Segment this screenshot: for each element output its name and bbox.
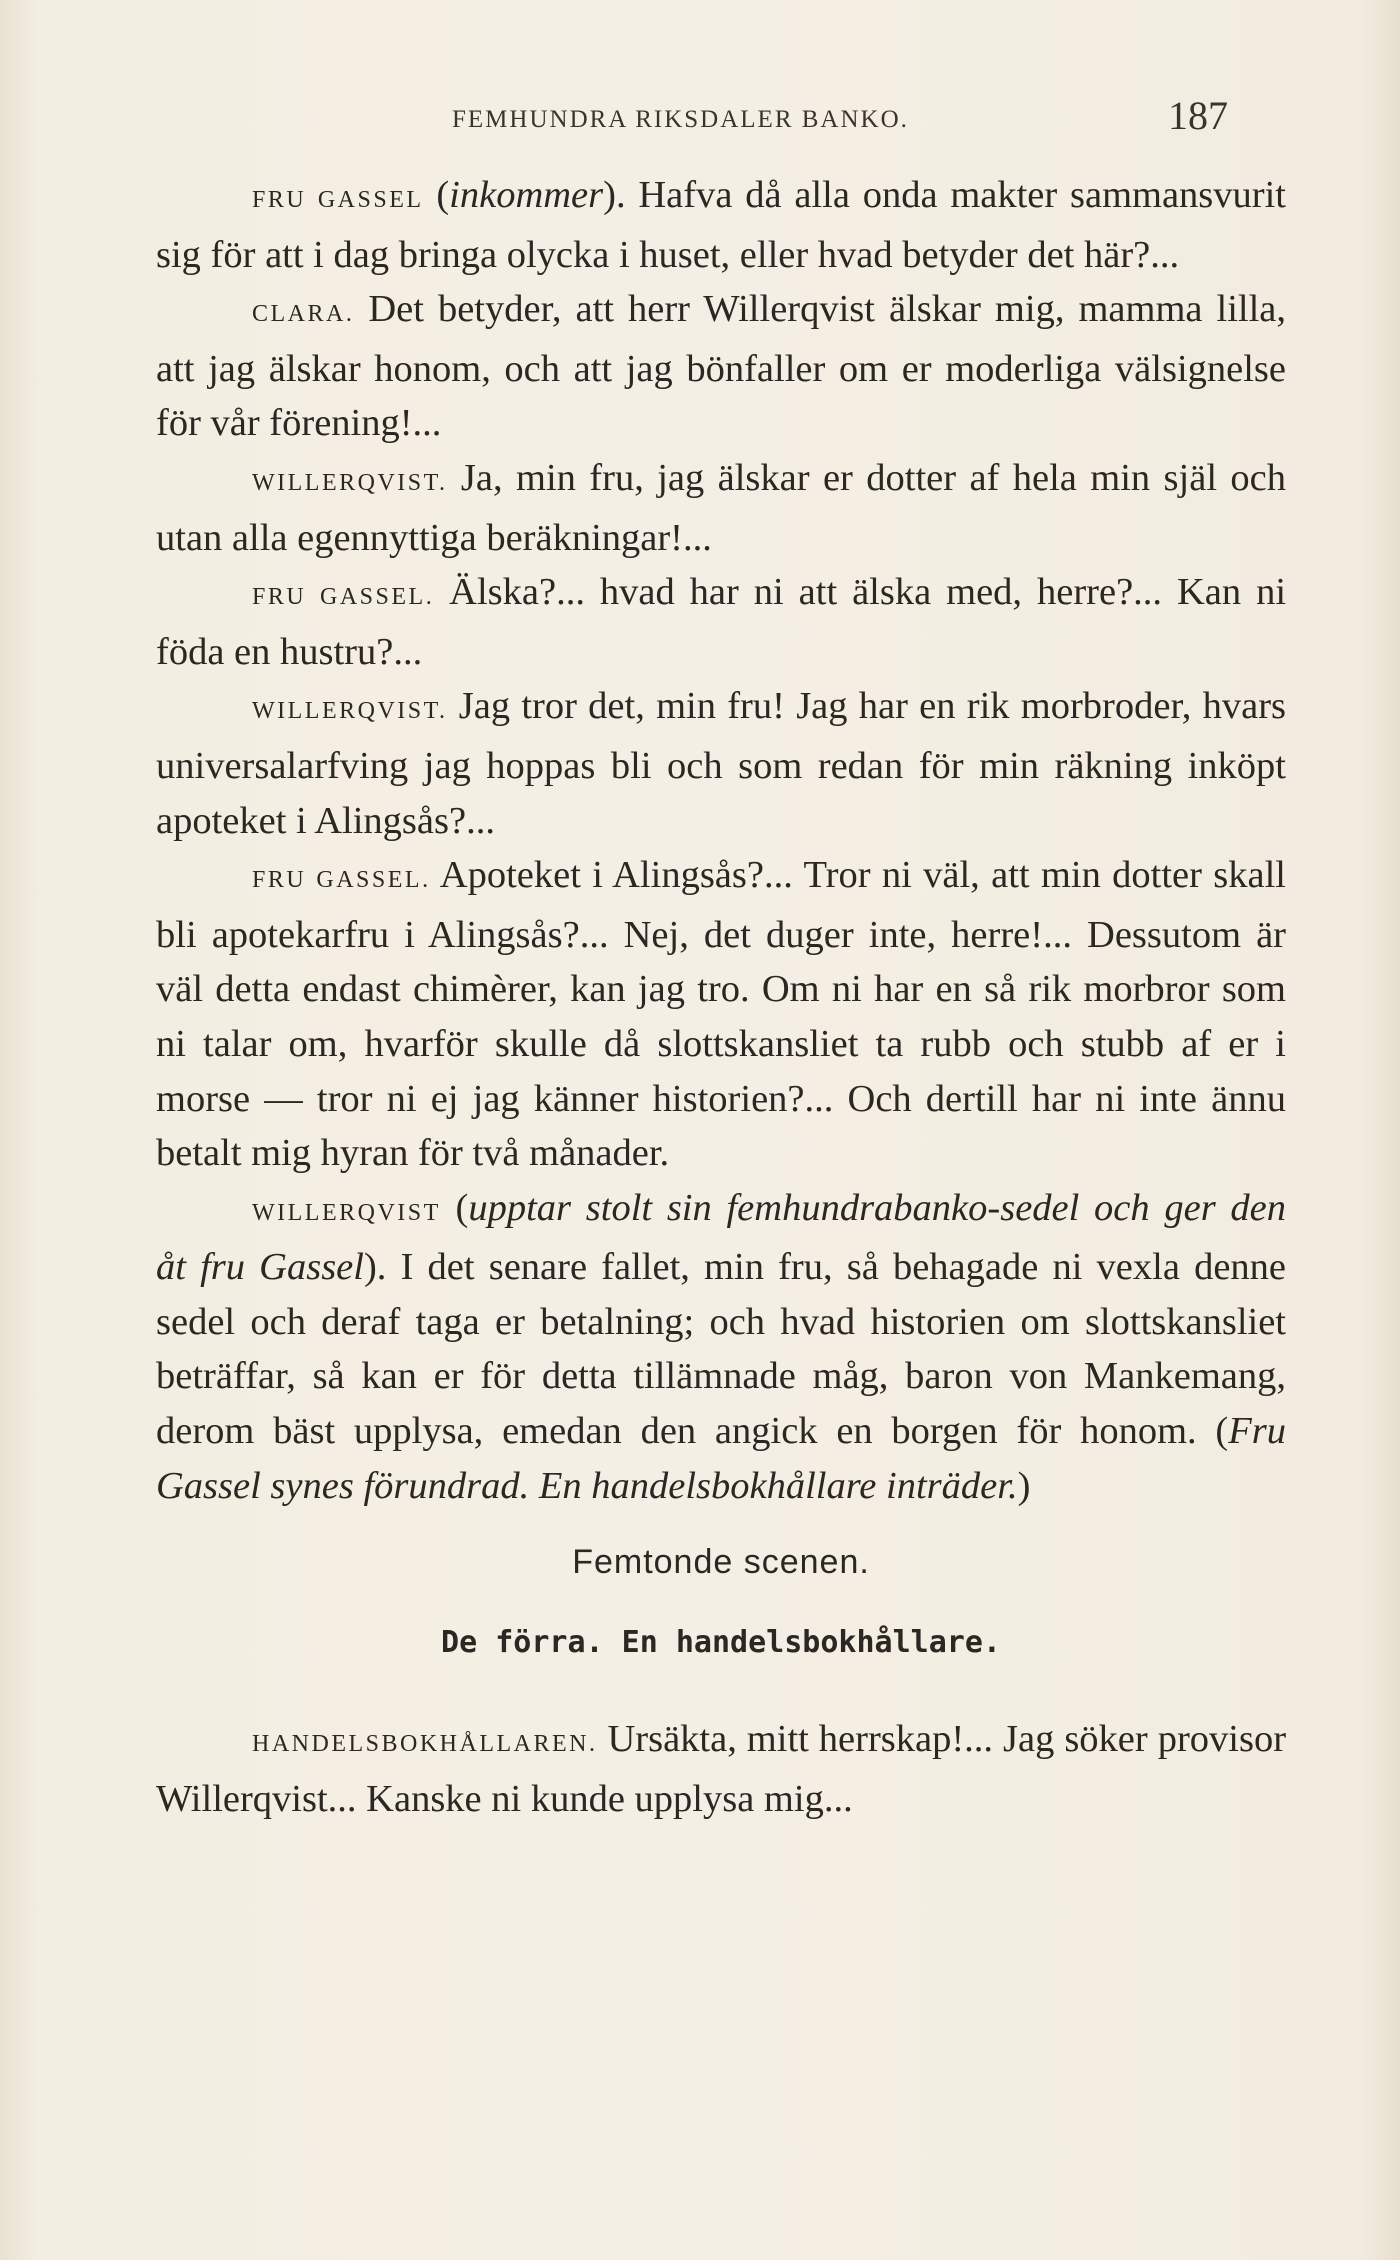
dialogue-paragraph (156, 282, 1286, 451)
dialogue-paragraph (156, 565, 1286, 679)
dialogue-paragraph (156, 848, 1286, 1181)
stage-direction: upptar stolt sin femhundrabanko-sedel och ger den åt fru Gassel (156, 1186, 1287, 1289)
dialogue-paragraph (156, 679, 1286, 848)
page-text (156, 168, 1286, 1827)
stage-direction: Fru Gassel synes förundrad. En handelsbokhållare inträder. (156, 1410, 1286, 1507)
dialogue-text: Hafva då alla onda makter sammansvurit sig för att i dag bringa olycka i huset, eller hvad betyder det här?... (156, 174, 1287, 276)
dialogue-text: Apoteket i Alingsås?... Tror ni väl, att min dotter skall bli apotekarfru i Alingsås?... Nej, det duger inte, herre!... Dessutom är väl detta endast chimèrer, kan jag tro. Om ni har en så rik morbror som ni talar om, hvarför skulle då slottskansliet ta rubb och stubb af er i morse — tror ni ej jag känner historien?... Och dertill har ni inte ännu betalt mig hyran för två månader. (156, 854, 1286, 1175)
dialogue-paragraph (156, 1712, 1286, 1826)
dialogue-text: Ursäkta, mitt herrskap!... Jag söker provisor Willerqvist... Kanske ni kunde upplysa mig... (156, 1718, 1287, 1821)
cast-line: De förra. En handelsbokhållare. (441, 1624, 1001, 1660)
speaker-name: FRU GASSEL. (252, 584, 435, 611)
stage-direction: inkommer (449, 174, 604, 216)
speaker-name: WILLERQVIST. (252, 698, 448, 725)
running-title: FEMHUNDRA RIKSDALER BANKO. (452, 106, 909, 133)
dialogue-text: Älska?... hvad har ni att älska med, herre?... Kan ni föda en hustru?... (156, 571, 1287, 673)
speaker-name: FRU GASSEL. (252, 867, 431, 894)
dialogue-paragraph: WILLERQVIST (upptar stolt sin femhundrabanko-sedel och ger den åt fru Gassel). I det senare fallet, min fru, så behagade ni vexla denne sedel och deraf taga er betalning; och hvad historien om slottskansliet beträffar, så kan er för detta tillämnade måg, baron von Mankemang, derom bäst upplysa, emedan den angick en borgen för honom. (Fru Gassel synes förundrad. En handelsbokhållare inträder.) (156, 1186, 1287, 1507)
speaker-name: WILLERQVIST. (252, 469, 448, 496)
dialogue-paragraph: FRU GASSEL (inkommer). Hafva då alla onda makter sammansvurit sig för att i dag bringa olycka i huset, eller hvad betyder det här?... (156, 174, 1287, 276)
scene-heading: Femtonde scenen. (572, 1543, 870, 1582)
speaker-name: WILLERQVIST (252, 1199, 441, 1226)
speaker-name: CLARA. (252, 301, 355, 328)
speaker-name: HANDELSBOKHÅLLAREN. (252, 1731, 598, 1758)
speaker-name: FRU GASSEL (252, 187, 424, 213)
dialogue-text: Det betyder, att herr Willerqvist älskar mig, mamma lilla, att jag älskar honom, och att jag bönfaller om er moderliga välsignelse för vår förening!... (156, 288, 1286, 445)
page-number: 187 (1168, 93, 1228, 138)
dialogue-text: I det senare fallet, min fru, så behagade ni vexla denne sedel och deraf taga er betalning; och hvad historien om slottskansliet beträffar, så kan er för detta tillämnade måg, baron von Mankemang, derom bäst upplysa, emedan den angick en borgen för honom. (156, 1246, 1286, 1453)
dialogue-paragraph (156, 451, 1286, 565)
page-header (156, 92, 1286, 138)
dialogue-text: Ja, min fru, jag älskar er dotter af hela min själ och utan alla egennyttiga beräkningar!... (156, 456, 1287, 559)
dialogue-text: Jag tror det, min fru! Jag har en rik morbroder, hvars universalarfving jag hoppas bli och som redan för min räkning inköpt apoteket i Alingsås?... (156, 685, 1286, 842)
